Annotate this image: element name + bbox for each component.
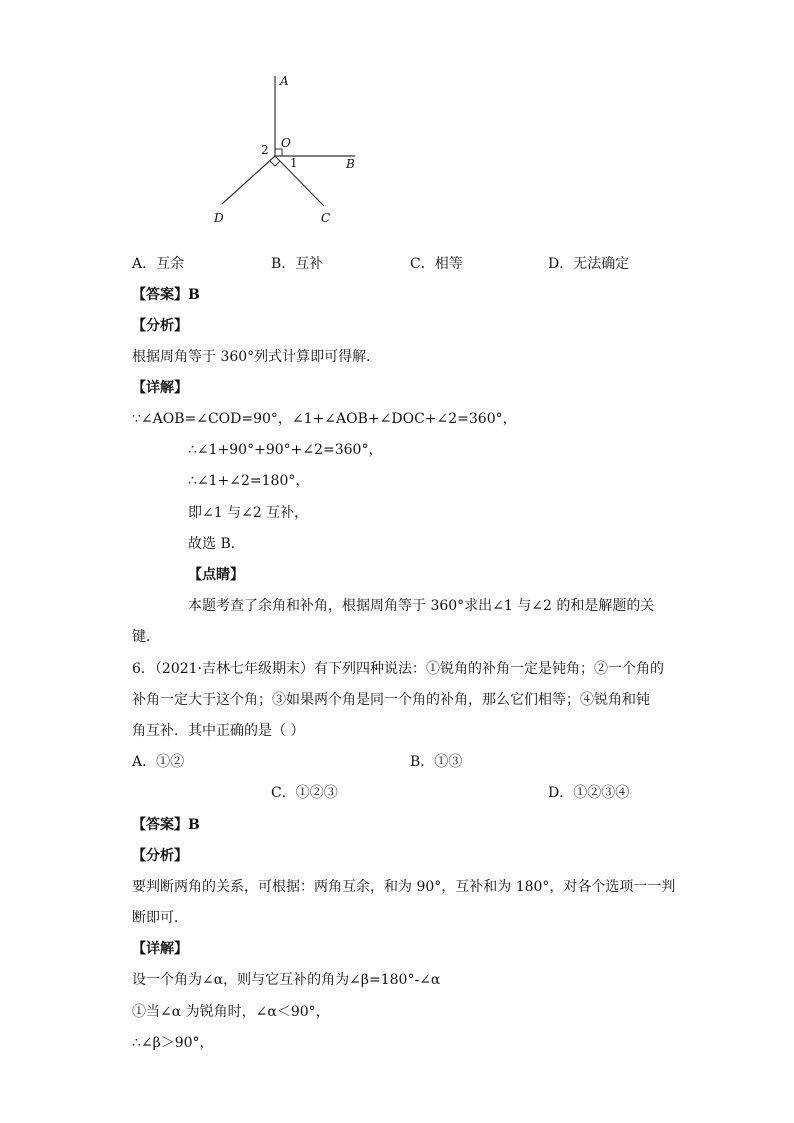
q6-answer: 【答案】B [132,817,200,833]
q5-analysis-text: 根据周角等于 360°列式计算即可得解． [132,349,381,365]
label-O: O [281,136,291,150]
angle-figure [200,70,380,230]
q5-analysis-tag: 【分析】 [132,318,188,334]
label-angle-1: 1 [290,156,298,170]
q5-detail-tag: 【详解】 [132,380,188,396]
q5-option-b: B．互补 [271,256,324,272]
label-A: A [280,74,289,88]
q6-option-c: C．①②③ [271,785,338,801]
q6-analysis-line: 断即可． [132,910,188,926]
q5-detail-line: ∵∠AOB=∠COD=90°，∠1+∠AOB+∠DOC+∠2=360°， [132,411,517,427]
q5-option-d: D．无法确定 [548,256,630,272]
q5-detail-line: 故选 B． [188,536,245,552]
q5-comment-line: 键． [132,629,160,645]
q6-detail-line: 设一个角为∠α，则与它互补的角为∠β=180°-∠α [132,972,441,988]
q6-detail-line: ①当∠α 为锐角时，∠α＜90°， [132,1004,330,1020]
label-B: B [346,157,355,171]
q6-detail-line: ∴∠β＞90°， [132,1035,214,1051]
label-D: D [214,211,224,225]
q6-option-b: B．①③ [410,754,463,770]
q5-comment-tag: 【点睛】 [188,567,244,583]
q6-analysis-tag: 【分析】 [132,848,188,864]
q5-detail-line: ∴∠1+∠2=180°， [188,473,310,489]
q5-option-a: A．互余 [132,256,185,272]
q5-comment-line: 本题考查了余角和补角，根据周角等于 360°求出∠1 与∠2 的和是解题的关 [188,598,655,614]
ray-OC [275,156,324,206]
ray-OD [222,156,275,204]
q6-stem-line: 角互补．其中正确的是（ ） [132,723,305,739]
q6-analysis-line: 要判断两角的关系，可根据：两角互余，和为 90°，互补和为 180°，对各个选项一一判 [132,879,676,895]
right-angle-mark-COD [270,161,280,166]
label-angle-2: 2 [261,143,269,157]
q6-detail-tag: 【详解】 [132,941,188,957]
q6-stem-line: 补角一定大于这个角；③如果两个角是同一个角的补角，那么它们相等；④锐角和钝 [132,692,650,708]
q5-answer: 【答案】B [132,287,200,303]
q5-detail-line: 即∠1 与∠2 互补， [188,505,309,521]
q6-option-d: D．①②③④ [548,785,630,801]
label-C: C [321,211,331,225]
q6-stem-line: 6．（2021·吉林七年级期末）有下列四种说法：①锐角的补角一定是钝角；②一个角的 [132,661,664,677]
q6-option-a: A．①② [132,754,185,770]
right-angle-mark-AOB [275,149,282,156]
q5-option-c: C．相等 [410,256,463,272]
q5-detail-line: ∴∠1+90°+90°+∠2=360°， [188,442,383,458]
